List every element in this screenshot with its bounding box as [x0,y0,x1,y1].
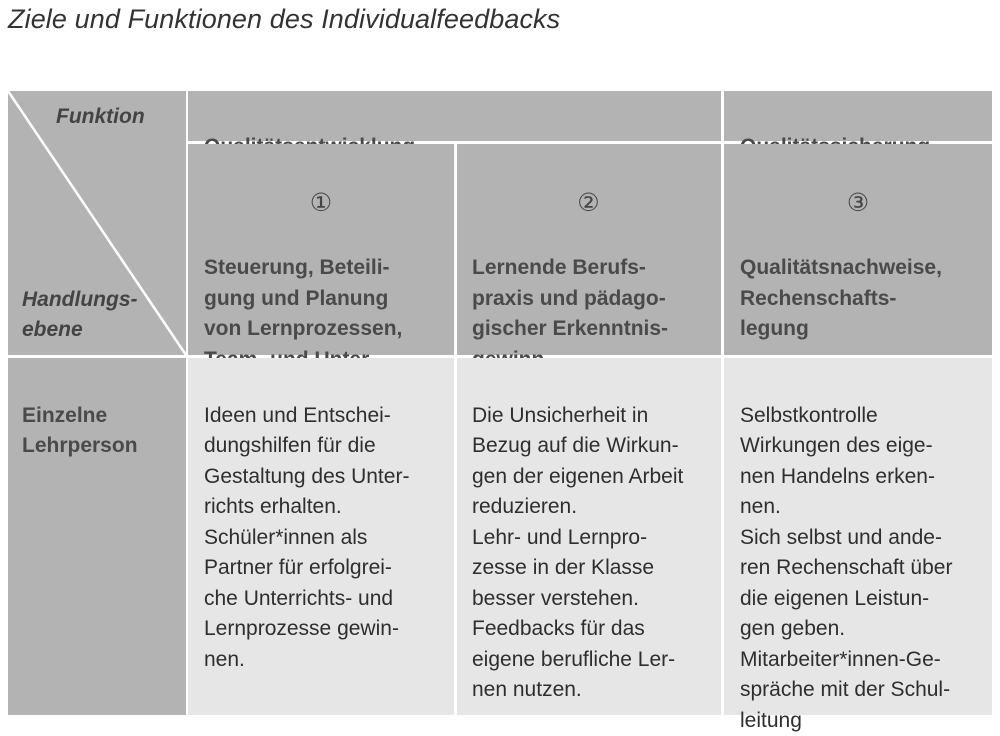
corner-function-label: Funktion [56,105,145,128]
cell-text-1: Ideen und Entschei- dungshilfen für die Gestaltung des Unter- richts erhalten. Schüler*innen als Partner für erfolgrei- che Unterrichts- und Lernprozesse gewin- nen. [204,403,410,671]
row-label-cell [8,358,186,715]
column-heading-3: Qualitätsnachweise, Rechenschafts- legung [740,256,942,340]
circled-number-1: ① [309,188,333,217]
table-cell-3 [724,358,992,732]
column-header-3 [724,144,992,355]
group-header-assurance [724,91,992,141]
column-heading-1: Steuerung, Beteili- gung und Planung von Lernprozessen, [204,256,403,340]
column-header-1 [188,144,454,355]
column-header-2 [457,144,721,355]
circled-number-3: ③ [846,188,870,217]
table-cell-1 [188,358,454,715]
group-header-development [188,91,721,141]
row-label: Einzelne Lehrperson [22,403,138,457]
page-title: Ziele und Funktionen des Individualfeedbacks [8,4,561,34]
cell-text-3: Selbstkontrolle Wirkungen des eige- nen Handelns erken- nen. Sich selbst und ande- ren Rechenschaft über die eigenen Leistun- gen geben. Mitarbeiter*innen-Ge- spräche mit der Schul- leitung [740,403,953,732]
column-heading-2: Lernende Berufs- praxis und pädago- gischer Erkenntnis- [472,256,669,340]
corner-action-level-label: Handlungs- ebene [22,288,138,341]
table-cell-2 [457,358,721,715]
circled-number-2: ② [577,188,600,217]
cell-text-2: Die Unsicherheit in Bezug auf die Wirkun- gen der eigenen Arbeit reduzieren. Lehr- und Lernpro- zesse in der Klasse besser verstehen. Feedbacks für das eigene berufliche Ler- nen nutzen. [472,403,684,701]
